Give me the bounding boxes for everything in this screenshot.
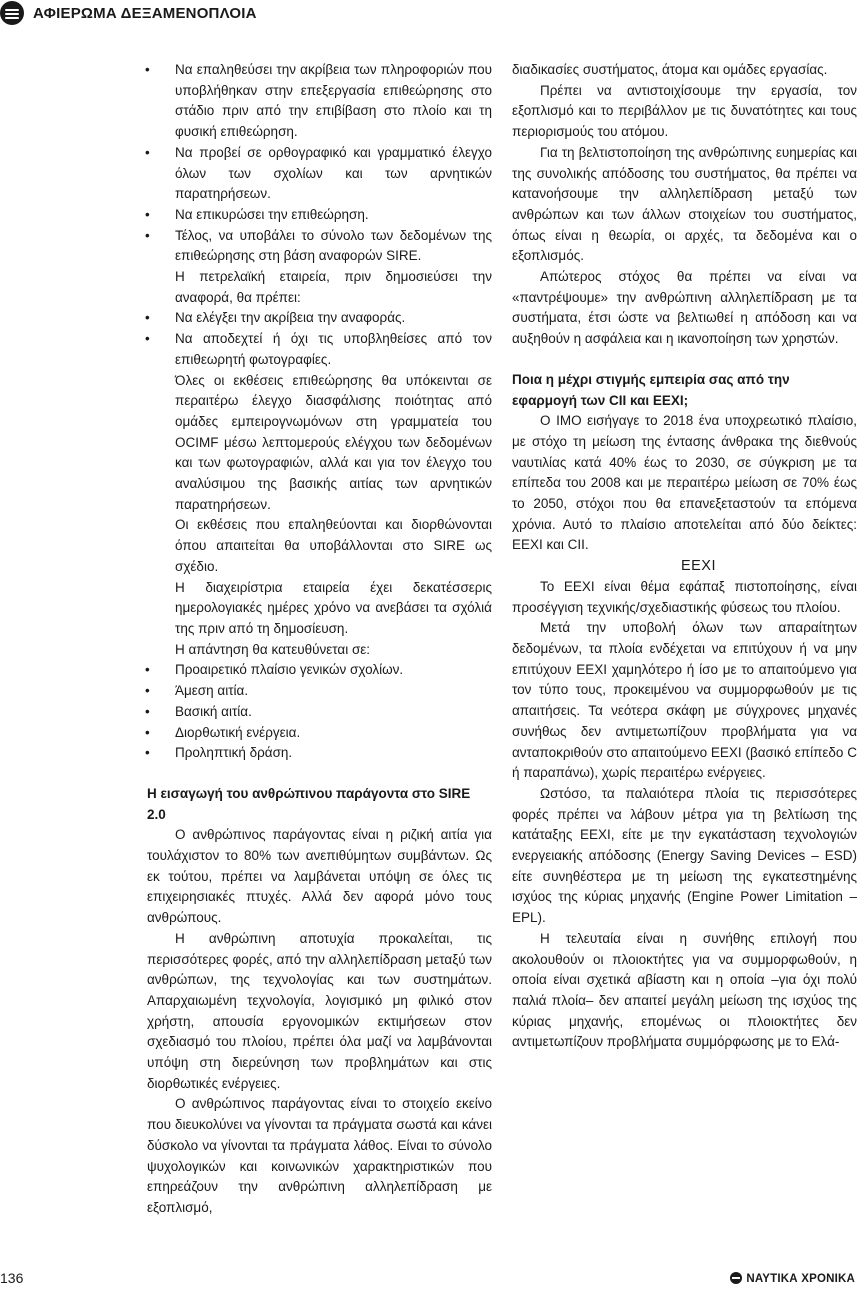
list-item: • Να προβεί σε ορθογραφικό και γραμματικό έλεγχο όλων των σχολίων και των αρνητικών παρατηρήσεων.: [145, 144, 492, 202]
paragraph: Για τη βελτιστοποίηση της ανθρώπινης ευημερίας και της συνολικής απόδοσης του συστήματος, θα πρέπει να κατανοήσουμε την αλληλεπίδραση μεταξύ των ανθρώπων και των άλλων στοιχείων του συστήματος, όπως είναι η θεωρία, οι αρχές, τα δεδομένα και ο εξοπλισμός.: [512, 144, 857, 264]
list-item: • Να ελέγξει την ακρίβεια την αναφοράς.: [147, 308, 492, 329]
bullet-icon: •: [145, 662, 150, 678]
list-item: • Τέλος, να υποβάλει το σύνολο των δεδομένων της επιθεώρησης στη βάση αναφορών SIRE.: [145, 227, 492, 264]
paragraph: Η πετρελαϊκή εταιρεία, πριν δημοσιεύσει την αναφορά, θα πρέπει:: [175, 269, 492, 305]
right-column: [512, 60, 857, 1053]
page-header: [0, 0, 857, 28]
paragraph: Το EEXI είναι θέμα εφάπαξ πιστοποίησης, είναι προσέγγιση τεχνικής/σχεδιαστικής φύσεως του πλοίου.: [512, 578, 857, 615]
oil-company-bullet-list: [147, 308, 492, 370]
paragraph: Η τελευταία είναι η συνήθης επιλογή που ακολουθούν οι πλοιοκτήτες για να συμμορφωθούν, η οποία είναι σχετικά αβίαστη και η οποία –για όχι πολύ παλιά πλοία– δεν απαιτεί μεγάλη μείωση της ισχύος της κύριας μηχανής, επομένως οι πλοιοκτήτες δεν αντιμετωπίζουν προβλήματα συμμόρφωσης με το Ελά-: [512, 930, 857, 1050]
bullet-icon: •: [145, 331, 150, 347]
bullet-icon: •: [145, 206, 150, 222]
bullet-icon: •: [145, 310, 150, 326]
paragraph-continuation: διαδικασίες συστήματος, άτομα και ομάδες εργασίας.: [512, 62, 828, 77]
paragraph: Η διαχειρίστρια εταιρεία έχει δεκατέσσερις ημερολογιακές ημέρες χρόνο να ανεβάσει τα σχόλιά της πριν από τη δημοσίευση.: [175, 579, 492, 636]
list-item: • Να επαληθεύσει την ακρίβεια των πληροφοριών που υποβλήθηκαν στην επεξεργασία επιθεώρησης στο στάδιο πριν από την επιβίβαση στο πλοίο και τη φυσική επιθεώρηση.: [145, 62, 492, 140]
list-item: • Προαιρετικό πλαίσιο γενικών σχολίων.: [147, 660, 492, 681]
wave-logo-icon: [730, 1272, 742, 1284]
section-heading: Η εισαγωγή του ανθρώπινου παράγοντα στο SIRE 2.0: [147, 785, 471, 822]
list-item: • Διορθωτική ενέργεια.: [147, 723, 492, 744]
paragraph: Μετά την υποβολή όλων των απαραίτητων δεδομένων, τα πλοία ενδέχεται να επιτύχουν ή να μην επιτύχουν EEXI χαμηλότερο ή ίσο με το απαιτούμενο για τον τύπο τους, προκειμένου να συμμορφωθούν με τις απαιτήσεις. Τα νεότερα σκάφη με σύγχρονες μηχανές συνήθως δεν αντιμετωπίζουν προβλήματα για να ανταποκριθούν στο απαιτούμενο EEXI (βασικό επίπεδο C ή παραπάνω), χωρίς περαιτέρω ενέργειες.: [512, 620, 857, 781]
bullet-icon: •: [145, 724, 150, 740]
paragraph: Πρέπει να αντιστοιχίσουμε την εργασία, τον εξοπλισμό και το περιβάλλον με τις δυνατότητες και τους περιορισμούς του ατόμου.: [512, 82, 857, 140]
paragraph: Ωστόσο, τα παλαιότερα πλοία τις περισσότερες φορές πρέπει να λάβουν μέτρα για τη βελτίωση της κατάταξης EEXI, είτε με την εγκατάσταση τεχνολογιών ενεργειακής απόδοσης (Energy Saving Devices – ESD) είτε συνηθέστερα με τη μείωση της εγκατεστημένης ισχύος της κύριας μηχανής (Engine Power Limitation – EPL).: [512, 785, 857, 926]
paragraph: Ο IMO εισήγαγε το 2018 ένα υποχρεωτικό πλαίσιο, με στόχο τη μείωση της έντασης άνθρακα της διεθνούς ναυτιλίας κατά 40% έως το 2030, σε σύγκριση με τα επίπεδα του 2008 και με περαιτέρω μείωση σε 70% έως το 2050, στόχοι που θα επανεξεταστούν τα επόμενα χρόνια. Αυτό το πλαίσιο αποτελείται από δύο δείκτες: EEXI και CII.: [512, 413, 857, 553]
paragraph: Ο ανθρώπινος παράγοντας είναι το στοιχείο εκείνο που διευκολύνει να γίνονται τα πράγματα σωστά και κάνει δύσκολο να γίνονται τα πράγματα λάθος. Είναι το σύνολο ψυχολογικών και κοινωνικών χαρακτηριστικών που επηρεάζουν την ανθρώπινη αλληλεπίδραση με εξοπλισμό,: [147, 1096, 492, 1215]
list-item: • Να αποδεχτεί ή όχι τις υποβληθείσες από τον επιθεωρητή φωτογραφίες.: [145, 331, 492, 367]
publication-brand: [730, 1272, 855, 1285]
inspector-bullet-list: [147, 60, 492, 267]
list-item: • Προληπτική δράση.: [147, 743, 492, 764]
paragraph: Απώτερος στόχος θα πρέπει να είναι να «παντρέψουμε» την ανθρώπινη αλληλεπίδραση με τα συστήματα, έτσι ώστε να βελτιωθεί η απόδοση και να αυξηθούν η ασφάλεια και η ικανοποίηση των χρηστών.: [512, 269, 857, 347]
bullet-icon: •: [145, 144, 150, 160]
bullet-icon: •: [145, 227, 150, 243]
bullet-icon: •: [145, 703, 150, 719]
bullet-icon: •: [145, 62, 150, 77]
bullet-icon: •: [145, 745, 150, 761]
bullet-icon: •: [145, 683, 150, 699]
section-title: ΑΦΙΕΡΩΜΑ ΔΕΞΑΜΕΝΟΠΛΟΙΑ: [33, 5, 257, 22]
paragraph: Ο ανθρώπινος παράγοντας είναι η ριζική αιτία για τουλάχιστον το 80% των ανεπιθύμητων συμβάντων. Ως εκ τούτου, πρέπει να λαμβάνεται υπόψη σε όλες τις επιχειρησιακές πτυχές. Αλλά δεν αφορά μόνο τους ανθρώπους.: [147, 827, 492, 926]
paragraph: Η απάντηση θα κατευθύνεται σε:: [175, 641, 371, 657]
wave-logo-icon: [0, 1, 24, 25]
list-item: • Άμεση αιτία.: [147, 681, 492, 702]
interview-question: Ποια η μέχρι στιγμής εμπειρία σας από την εφαρμογή των CII και EEXI;: [512, 371, 790, 408]
page-number: 136: [0, 1270, 24, 1286]
reply-bullet-list: [147, 660, 492, 764]
subheading: EEXI: [680, 558, 717, 575]
paragraph: Όλες οι εκθέσεις επιθεώρησης θα υπόκεινται σε περαιτέρω έλεγχο διασφάλισης ποιότητας από ομάδες εμπειρογνωμόνων στη γραμματεία του OCIMF μέσω λεπτομερούς ελέγχου των δεδομένων και των φωτογραφιών, αλλά και για τον έλεγχο του αναλύσιμου της βασικής αιτίας των αρνητικών παρατηρήσεων.: [175, 372, 492, 512]
left-column: [147, 60, 492, 1219]
paragraph: Οι εκθέσεις που επαληθεύονται και διορθώνονται όπου απαιτείται θα υποβάλλονται στο SIRE ως σχέδιο.: [175, 517, 492, 574]
paragraph: Η ανθρώπινη αποτυχία προκαλείται, τις περισσότερες φορές, από την αλληλεπίδραση μεταξύ των ανθρώπων, της τεχνολογίας και των συστημάτων. Απαρχαιωμένη τεχνολογία, λογισμικό μη φιλικό στον χρήστη, απουσία εργονομικών εκτιμήσεων στον σχεδιασμό του πλοίου, πρέπει όλα μαζί να λαμβάνονται υπόψη στη διερεύνηση των προβλημάτων και στις διορθωτικές ενέργειες.: [147, 930, 492, 1091]
brand-label: ΝΑΥΤΙΚΑ ΧΡΟΝΙΚΑ: [746, 1273, 855, 1285]
list-item: • Βασική αιτία.: [147, 702, 492, 723]
list-item: • Να επικυρώσει την επιθεώρηση.: [147, 205, 492, 226]
